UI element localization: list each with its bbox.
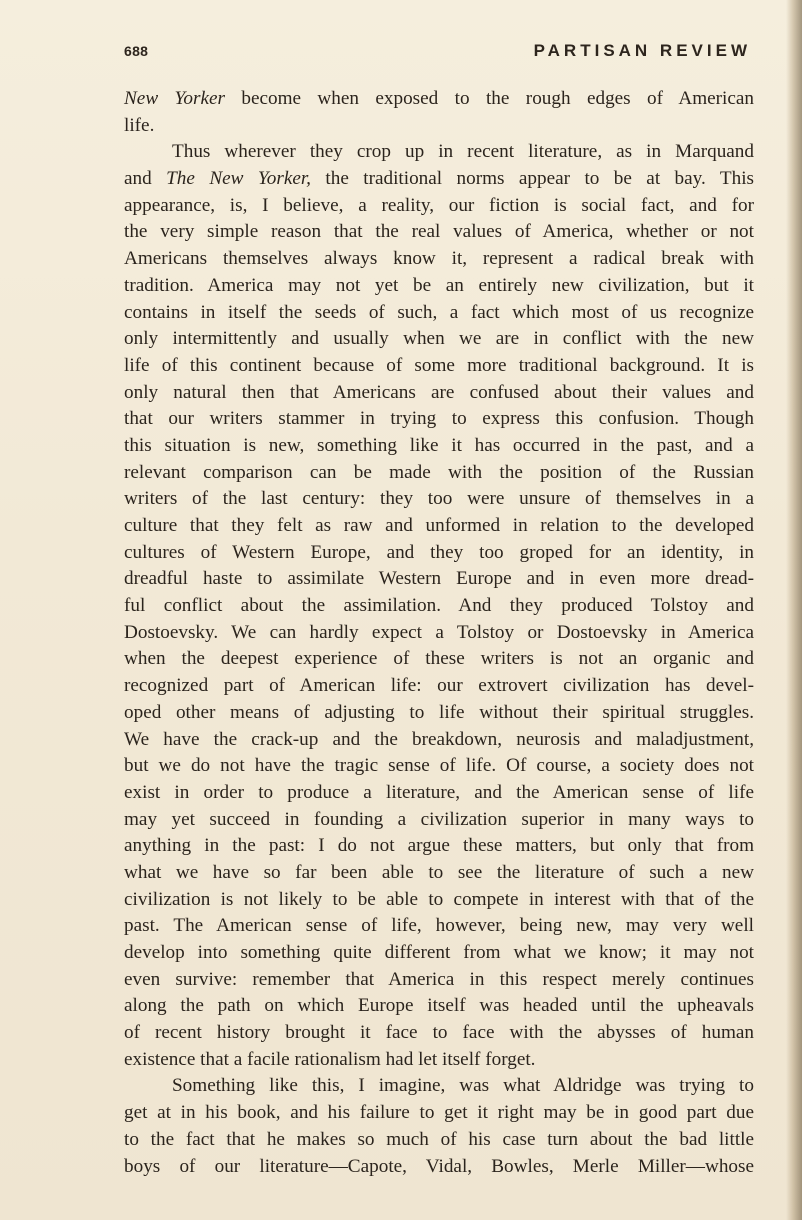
line-text: and bbox=[124, 168, 167, 190]
text-line: dreadful haste to assimilate Western Europe and in even more dread- bbox=[124, 568, 754, 590]
line-text: the traditional norms appear to be at bay. This bbox=[310, 168, 754, 190]
text-line: writers of the last century: they too were unsure of themselves in a bbox=[124, 488, 754, 510]
text-line: only natural then that Americans are confused about their values and bbox=[124, 381, 754, 403]
text-line: when the deepest experience of these writers is not an organic and bbox=[124, 648, 754, 670]
text-line: life. bbox=[124, 114, 155, 136]
text-line: this situation is new, something like it has occurred in the past, and a bbox=[124, 434, 754, 456]
text-line: anything in the past: I do not argue these matters, but only that from bbox=[124, 835, 754, 857]
text-line: appearance, is, I believe, a reality, our fiction is social fact, and for bbox=[124, 194, 754, 216]
text-line: what we have so far been able to see the literature of such a new bbox=[124, 861, 754, 883]
text-line: that our writers stammer in trying to express this confusion. Though bbox=[124, 408, 754, 430]
italic-title: New Yorker bbox=[124, 88, 225, 109]
text-line: to the fact that he makes so much of his case turn about the bad little bbox=[124, 1128, 754, 1150]
text-line: cultures of Western Europe, and they too groped for an identity, in bbox=[124, 541, 754, 563]
text-line: life of this continent because of some more traditional background. It is bbox=[124, 354, 754, 376]
text-line: may yet succeed in founding a civilization superior in many ways to bbox=[124, 808, 754, 830]
text-line: We have the crack-up and the breakdown, neurosis and maladjustment, bbox=[124, 728, 754, 750]
text-line: contains in itself the seeds of such, a fact which most of us recognize bbox=[124, 301, 754, 323]
text-line: the very simple reason that the real values of America, whether or not bbox=[124, 221, 754, 243]
paragraph-start-line: Something like this, I imagine, was what Aldridge was trying to bbox=[172, 1075, 754, 1097]
text-line: relevant comparison can be made with the position of the Russian bbox=[124, 461, 754, 483]
text-line: but we do not have the tragic sense of life. Of course, a society does not bbox=[124, 755, 754, 777]
italic-title: The New Yorker, bbox=[166, 168, 311, 190]
text-line: even survive: remember that America in this respect merely continues bbox=[124, 968, 754, 990]
text-line: oped other means of adjusting to life without their spiritual struggles. bbox=[124, 701, 754, 723]
text-line: only intermittently and usually when we are in conflict with the new bbox=[124, 328, 754, 350]
text-line: existence that a facile rationalism had let itself forget. bbox=[124, 1048, 536, 1070]
text-line: civilization is not likely to be able to compete in interest with that of the bbox=[124, 888, 754, 910]
text-line: boys of our literature—Capote, Vidal, Bowles, Merle Miller—whose bbox=[124, 1155, 754, 1177]
text-line: Dostoevsky. We can hardly expect a Tolstoy or Dostoevsky in America bbox=[124, 621, 754, 643]
text-line: recognized part of American life: our extrovert civilization has devel- bbox=[124, 675, 754, 697]
text-line: Americans themselves always know it, represent a radical break with bbox=[124, 248, 754, 270]
text-line: tradition. America may not yet be an entirely new civilization, but it bbox=[124, 274, 754, 296]
text-line bbox=[124, 166, 754, 193]
line-text: become when exposed to the rough edges of American bbox=[224, 88, 754, 109]
page-header bbox=[124, 41, 751, 65]
text-line: develop into something quite different from what we know; it may not bbox=[124, 942, 754, 963]
text-line: exist in order to produce a literature, and the American sense of life bbox=[124, 781, 754, 803]
running-head: PARTISAN REVIEW bbox=[533, 41, 751, 60]
page-number: 688 bbox=[124, 43, 149, 59]
paragraph-start-line: Thus wherever they crop up in recent literature, as in Marquand bbox=[172, 141, 754, 163]
text-line: along the path on which Europe itself was headed until the upheavals bbox=[124, 995, 754, 1017]
text-line: past. The American sense of life, however, being new, may very well bbox=[124, 915, 754, 937]
body-text bbox=[124, 86, 754, 1180]
text-line: of recent history brought it face to face with the abysses of human bbox=[124, 1022, 754, 1044]
text-line: ful conflict about the assimilation. And they produced Tolstoy and bbox=[124, 595, 754, 617]
page-edge-shadow bbox=[786, 0, 802, 1220]
text-line: culture that they felt as raw and unformed in relation to the developed bbox=[124, 515, 754, 536]
text-line: get at in his book, and his failure to get it right may be in good part due bbox=[124, 1102, 754, 1124]
text-line bbox=[124, 86, 754, 113]
